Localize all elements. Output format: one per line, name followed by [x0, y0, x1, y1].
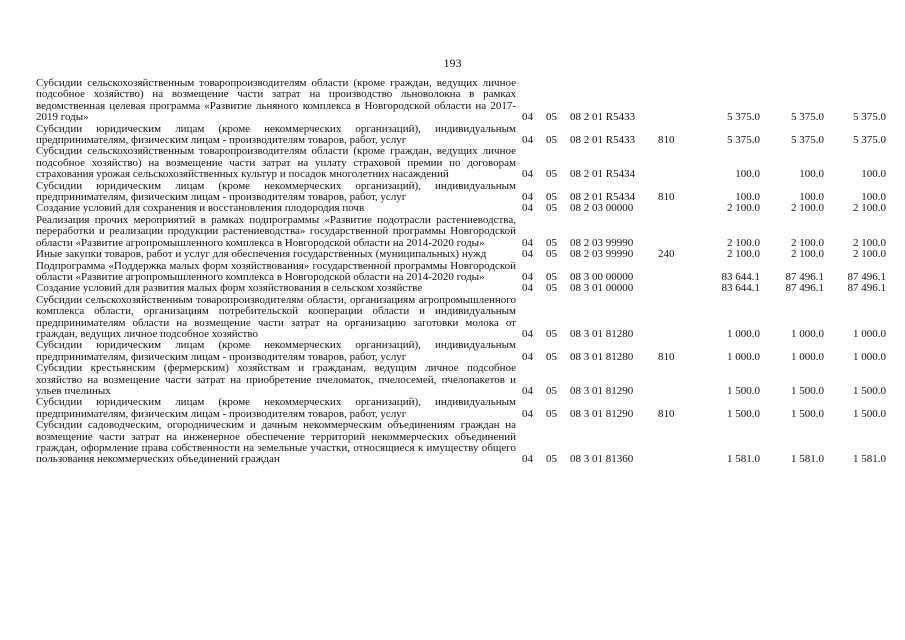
- row-description: Создание условий для развития малых форм хозяйствования в сельском хозяйстве: [36, 282, 423, 295]
- table-row: [36, 295, 886, 341]
- row-description: Субсидии юридическим лицам (кроме некоммерческих организаций), индивидуальным предпринимателям, физическим лицам - производителям товаров, работ, услуг: [36, 339, 516, 363]
- target-article-code: 08 2 01 R5433: [570, 111, 636, 124]
- budget-table: [36, 78, 886, 466]
- page-number: 193: [443, 56, 462, 70]
- target-article-code: 08 2 03 99990: [570, 236, 634, 249]
- subsection-code: 05: [546, 134, 557, 147]
- amount-year-2: 5 375.0: [791, 134, 824, 147]
- subsection-code: 05: [546, 384, 557, 397]
- amount-year-3: 2 100.0: [853, 236, 886, 249]
- table-row: [36, 249, 886, 260]
- amount-year-2: 1 000.0: [791, 327, 824, 340]
- table-row: [36, 340, 886, 363]
- subsection-code: 05: [546, 270, 557, 283]
- amount-year-1: 2 100.0: [727, 248, 760, 261]
- amount-year-1: 1 500.0: [727, 407, 760, 420]
- expense-type-code: 240: [658, 248, 675, 261]
- expense-type-code: 810: [658, 134, 675, 147]
- amount-year-2: 1 500.0: [791, 384, 824, 397]
- row-description: Субсидии юридическим лицам (кроме некоммерческих организаций), индивидуальным предпринимателям, физическим лицам - производителям товаров, работ, услуг: [36, 179, 516, 204]
- section-code: 04: [522, 134, 533, 147]
- amount-year-2: 100.0: [799, 168, 824, 181]
- amount-year-3: 5 375.0: [853, 111, 886, 124]
- row-description: Субсидии сельскохозяйственным товаропроизводителям области (кроме граждан, ведущих личное подсобное хозяйство) на возмещение части затрат на уплату страховой премии по договорам страхования урожая сельскохозяйственных культур и посадок многолетних насаждений: [36, 145, 516, 181]
- amount-year-3: 1 581.0: [853, 453, 886, 466]
- target-article-code: 08 3 01 00000: [570, 282, 634, 295]
- subsection-code: 05: [546, 202, 557, 215]
- subsection-code: 05: [546, 236, 557, 249]
- section-code: 04: [522, 191, 533, 204]
- table-row: [36, 124, 886, 147]
- amount-year-2: 100.0: [799, 191, 824, 204]
- amount-year-2: 1 000.0: [791, 350, 824, 363]
- amount-year-3: 5 375.0: [853, 134, 886, 147]
- table-row: [36, 397, 886, 420]
- row-description: Субсидии садоводческим, огородническим и дачным некоммерческим объединениям граждан на возмещение части затрат на инженерное обеспечение территорий некоммерческих объединений граждан, оформление права собственности на земельные участки, относящиеся к имуществу общего пользования некоммерческих объединений граждан: [36, 419, 516, 466]
- subsection-code: 05: [546, 168, 557, 181]
- subsection-code: 05: [546, 350, 557, 363]
- expense-type-code: 810: [658, 407, 675, 420]
- amount-year-3: 2 100.0: [853, 202, 886, 215]
- subsection-code: 05: [546, 407, 557, 420]
- table-row: [36, 215, 886, 249]
- section-code: 04: [522, 453, 533, 466]
- amount-year-1: 100.0: [735, 168, 760, 181]
- expense-type-code: 810: [658, 350, 675, 363]
- amount-year-2: 87 496.1: [785, 270, 824, 283]
- amount-year-1: 2 100.0: [727, 236, 760, 249]
- target-article-code: 08 2 03 00000: [570, 202, 634, 215]
- amount-year-3: 1 500.0: [853, 384, 886, 397]
- amount-year-1: 5 375.0: [727, 134, 760, 147]
- amount-year-1: 1 000.0: [727, 350, 760, 363]
- table-row: [36, 363, 886, 397]
- amount-year-3: 100.0: [861, 168, 886, 181]
- amount-year-1: 83 644.1: [721, 282, 760, 295]
- target-article-code: 08 3 01 81280: [570, 350, 634, 363]
- table-row: [36, 78, 886, 124]
- target-article-code: 08 2 01 R5434: [570, 168, 636, 181]
- expense-type-code: 810: [658, 191, 675, 204]
- amount-year-2: 2 100.0: [791, 236, 824, 249]
- amount-year-2: 1 581.0: [791, 453, 824, 466]
- amount-year-1: 2 100.0: [727, 202, 760, 215]
- subsection-code: 05: [546, 282, 557, 295]
- target-article-code: 08 3 01 81290: [570, 407, 634, 420]
- amount-year-2: 5 375.0: [791, 111, 824, 124]
- amount-year-2: 87 496.1: [785, 282, 824, 295]
- amount-year-1: 1 000.0: [727, 327, 760, 340]
- subsection-code: 05: [546, 111, 557, 124]
- table-row: [36, 146, 886, 180]
- amount-year-3: 87 496.1: [847, 282, 886, 295]
- target-article-code: 08 3 01 81280: [570, 327, 634, 340]
- amount-year-3: 1 000.0: [853, 327, 886, 340]
- subsection-code: 05: [546, 191, 557, 204]
- section-code: 04: [522, 270, 533, 283]
- row-description: Субсидии крестьянским (фермерским) хозяйствам и гражданам, ведущим личное подсобное хозяйство на возмещение части затрат на приобретение пчеломаток, пчелосемей, пчелопакетов и ульев пчелиных: [36, 362, 516, 397]
- row-description: Реализация прочих мероприятий в рамках подпрограммы «Развитие подотрасли растениеводства, переработки и реализации продукции растениеводства» государственной программы Новгородской области «Развитие агропромышленного комплекса в Новгородской области на 2014-2020 годы»: [36, 213, 516, 249]
- table-row: [36, 283, 886, 294]
- subsection-code: 05: [546, 453, 557, 466]
- subsection-code: 05: [546, 248, 557, 261]
- amount-year-3: 1 000.0: [853, 350, 886, 363]
- section-code: 04: [522, 111, 533, 124]
- amount-year-2: 2 100.0: [791, 248, 824, 261]
- row-description: Подпрограмма «Поддержка малых форм хозяйствования» государственной программы Новгородской области «Развитие агропромышленного комплекса в Новгородской области на 2014-2020 годы»: [36, 259, 516, 283]
- section-code: 04: [522, 202, 533, 215]
- amount-year-1: 83 644.1: [721, 270, 760, 283]
- amount-year-1: 1 500.0: [727, 384, 760, 397]
- amount-year-1: 1 581.0: [727, 453, 760, 466]
- target-article-code: 08 2 03 99990: [570, 248, 634, 261]
- target-article-code: 08 3 00 00000: [570, 270, 634, 283]
- subsection-code: 05: [546, 327, 557, 340]
- row-description: Иные закупки товаров, работ и услуг для обеспечения государственных (муниципальных) нужд: [36, 248, 487, 261]
- section-code: 04: [522, 282, 533, 295]
- target-article-code: 08 3 01 81360: [570, 453, 634, 466]
- section-code: 04: [522, 236, 533, 249]
- row-description: Субсидии юридическим лицам (кроме некоммерческих организаций), индивидуальным предпринимателям, физическим лицам - производителям товаров, работ, услуг: [36, 396, 516, 420]
- amount-year-1: 5 375.0: [727, 111, 760, 124]
- amount-year-1: 100.0: [735, 191, 760, 204]
- target-article-code: 08 2 01 R5433: [570, 134, 636, 147]
- amount-year-3: 87 496.1: [847, 270, 886, 283]
- row-description: Субсидии сельскохозяйственным товаропроизводителям области, организациям агропромышленного комплекса области, организациям потребительской кооперации области и индивидуальным предпринимателям области на возмещение части затрат на организацию заготовки молока от граждан, ведущих личное подсобное хозяйство: [36, 293, 516, 340]
- row-description: Создание условий для сохранения и восстановления плодородия почв: [36, 202, 365, 215]
- section-code: 04: [522, 248, 533, 261]
- amount-year-3: 100.0: [861, 191, 886, 204]
- amount-year-3: 1 500.0: [853, 407, 886, 420]
- table-row: [36, 181, 886, 204]
- section-code: 04: [522, 327, 533, 340]
- table-row: [36, 420, 886, 466]
- amount-year-2: 1 500.0: [791, 407, 824, 420]
- target-article-code: 08 3 01 81290: [570, 384, 634, 397]
- row-description: Субсидии сельскохозяйственным товаропроизводителям области (кроме граждан, ведущих личное подсобное хозяйство) на возмещение части затрат на производство льноволокна в рамках ведомственная целевая программа «Развитие льняного комплекса в Новгородской области на 2017-2019 годы»: [36, 77, 516, 124]
- section-code: 04: [522, 407, 533, 420]
- section-code: 04: [522, 350, 533, 363]
- target-article-code: 08 2 01 R5434: [570, 191, 636, 204]
- row-description: Субсидии юридическим лицам (кроме некоммерческих организаций), индивидуальным предпринимателям, физическим лицам - производителям товаров, работ, услуг: [36, 122, 516, 147]
- section-code: 04: [522, 168, 533, 181]
- amount-year-3: 2 100.0: [853, 248, 886, 261]
- table-row: [36, 261, 886, 284]
- section-code: 04: [522, 384, 533, 397]
- amount-year-2: 2 100.0: [791, 202, 824, 215]
